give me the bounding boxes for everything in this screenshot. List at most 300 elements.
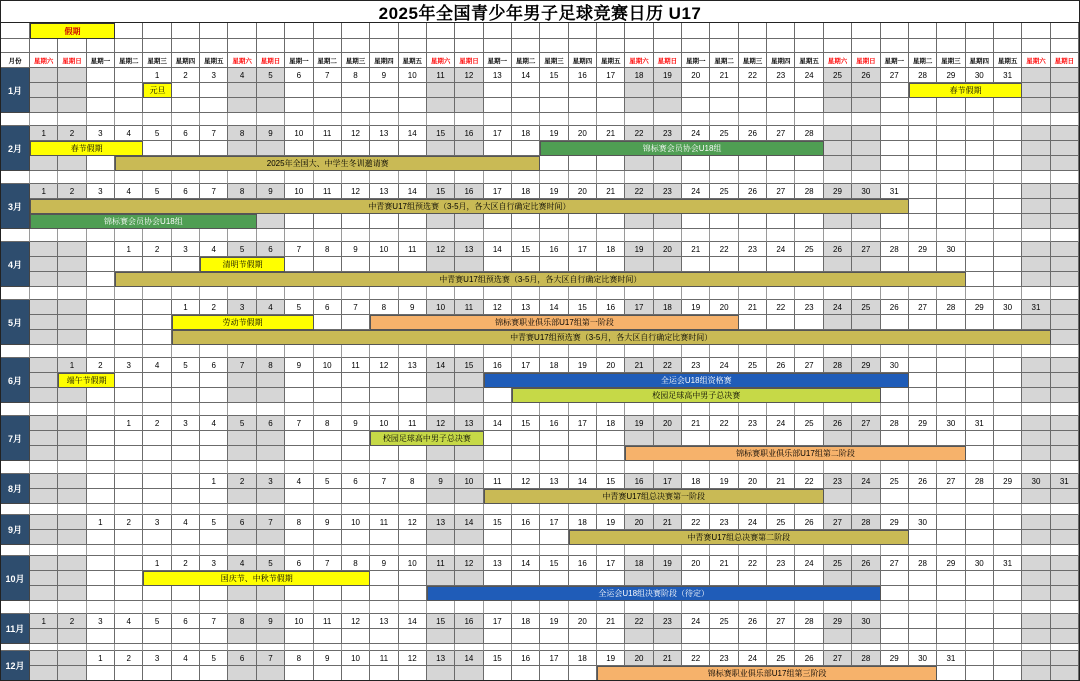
grid-cell xyxy=(342,461,370,474)
grid-cell xyxy=(87,113,115,126)
grid-cell xyxy=(484,83,512,98)
grid-cell xyxy=(994,431,1022,446)
grid-cell xyxy=(909,571,937,586)
grid-cell xyxy=(1022,431,1050,446)
grid-cell xyxy=(824,113,852,126)
day-cell: 10 xyxy=(427,300,455,315)
day-cell: 4 xyxy=(115,126,143,141)
grid-cell xyxy=(427,98,455,113)
day-cell: 17 xyxy=(597,68,625,83)
weekday-header: 星期四 xyxy=(966,53,994,68)
grid-cell xyxy=(1022,571,1050,586)
day-cell: 13 xyxy=(370,126,398,141)
grid-cell xyxy=(852,601,880,614)
day-cell: 28 xyxy=(795,126,823,141)
grid-cell xyxy=(399,83,427,98)
grid-cell xyxy=(710,98,738,113)
day-cell: 4 xyxy=(115,614,143,629)
weekday-header: 星期四 xyxy=(569,53,597,68)
grid-cell xyxy=(399,571,427,586)
grid-cell xyxy=(654,287,682,300)
grid-cell xyxy=(370,545,398,556)
day-cell: 21 xyxy=(597,126,625,141)
grid-cell xyxy=(966,461,994,474)
month-block xyxy=(1,184,1079,229)
grid-cell xyxy=(200,644,228,651)
grid-cell xyxy=(512,504,540,515)
day-cell: 2 xyxy=(58,614,86,629)
grid-cell xyxy=(455,171,483,184)
grid-cell xyxy=(200,388,228,403)
grid-cell xyxy=(285,446,313,461)
day-cell: 28 xyxy=(909,68,937,83)
grid-cell xyxy=(285,629,313,644)
weekday-header: 星期四 xyxy=(370,53,398,68)
grid-cell xyxy=(966,504,994,515)
grid-cell xyxy=(994,629,1022,644)
grid-cell xyxy=(427,83,455,98)
day-cell xyxy=(994,416,1022,431)
day-cell: 19 xyxy=(682,300,710,315)
grid-cell xyxy=(937,229,965,242)
grid-cell xyxy=(852,629,880,644)
grid-cell xyxy=(569,601,597,614)
grid-cell xyxy=(285,171,313,184)
grid-cell xyxy=(909,345,937,358)
grid-cell xyxy=(852,431,880,446)
day-cell xyxy=(966,358,994,373)
grid-cell xyxy=(654,504,682,515)
grid-cell xyxy=(540,345,568,358)
grid-cell xyxy=(909,199,937,214)
day-cell: 21 xyxy=(710,68,738,83)
day-cell: 14 xyxy=(512,556,540,571)
grid-cell xyxy=(1051,113,1079,126)
grid-cell xyxy=(824,504,852,515)
grid-cell xyxy=(909,504,937,515)
grid-cell xyxy=(257,403,285,416)
month-block xyxy=(1,358,1079,403)
day-cell xyxy=(58,242,86,257)
grid-cell xyxy=(881,571,909,586)
grid-cell xyxy=(625,461,653,474)
day-cell: 13 xyxy=(427,515,455,530)
day-cell: 3 xyxy=(228,300,256,315)
grid-cell xyxy=(767,571,795,586)
grid-cell xyxy=(370,345,398,358)
day-cell: 27 xyxy=(937,474,965,489)
grid-cell xyxy=(58,446,86,461)
grid-cell xyxy=(625,113,653,126)
weekday-header: 星期六 xyxy=(427,53,455,68)
grid-cell xyxy=(937,373,965,388)
grid-cell xyxy=(739,171,767,184)
day-cell xyxy=(994,614,1022,629)
day-cell: 22 xyxy=(795,474,823,489)
grid-cell xyxy=(767,287,795,300)
grid-cell xyxy=(739,644,767,651)
weekday-header: 星期日 xyxy=(654,53,682,68)
day-cell: 24 xyxy=(824,300,852,315)
grid-cell xyxy=(399,530,427,545)
grid-cell xyxy=(966,315,994,330)
grid-cell xyxy=(455,98,483,113)
grid-cell xyxy=(881,98,909,113)
day-cell xyxy=(87,416,115,431)
grid-cell xyxy=(795,461,823,474)
grid-cell xyxy=(342,113,370,126)
grid-cell xyxy=(682,403,710,416)
day-cell: 5 xyxy=(143,126,171,141)
day-cell: 31 xyxy=(881,184,909,199)
grid-cell xyxy=(58,272,86,287)
month-block xyxy=(1,614,1079,644)
day-cell: 13 xyxy=(484,556,512,571)
day-cell: 23 xyxy=(739,416,767,431)
day-cell: 10 xyxy=(370,242,398,257)
grid-cell xyxy=(1051,666,1079,681)
grid-cell xyxy=(795,315,823,330)
grid-cell xyxy=(285,545,313,556)
separator-row xyxy=(1,504,1079,515)
grid-cell xyxy=(314,530,342,545)
grid-cell xyxy=(909,601,937,614)
day-cell xyxy=(994,242,1022,257)
grid-cell xyxy=(228,345,256,358)
day-cell: 14 xyxy=(399,614,427,629)
grid-cell xyxy=(569,171,597,184)
grid-cell xyxy=(58,489,86,504)
day-cell: 11 xyxy=(314,614,342,629)
grid-cell xyxy=(1051,83,1079,98)
day-cell xyxy=(1051,68,1079,83)
grid-cell xyxy=(30,629,58,644)
event-bar: 春节假期 xyxy=(30,141,143,156)
day-cell: 25 xyxy=(795,242,823,257)
day-cell: 8 xyxy=(228,184,256,199)
grid-cell xyxy=(370,446,398,461)
grid-cell xyxy=(200,373,228,388)
grid-cell xyxy=(739,214,767,229)
grid-cell xyxy=(399,214,427,229)
day-cell: 23 xyxy=(795,300,823,315)
event-bar: 中青赛U17组预选赛（3-5月，各大区自行确定比赛时间） xyxy=(30,199,909,214)
grid-cell xyxy=(399,586,427,601)
grid-cell xyxy=(512,403,540,416)
day-cell: 8 xyxy=(314,416,342,431)
grid-cell xyxy=(994,644,1022,651)
month-col-cell xyxy=(1,23,30,39)
separator-row xyxy=(1,403,1079,416)
day-cell xyxy=(909,358,937,373)
day-cell: 18 xyxy=(625,556,653,571)
grid-cell xyxy=(427,141,455,156)
day-cell: 24 xyxy=(739,515,767,530)
grid-cell xyxy=(852,23,880,39)
day-cell: 10 xyxy=(285,184,313,199)
grid-cell xyxy=(1022,141,1050,156)
day-cell: 31 xyxy=(994,68,1022,83)
grid-cell xyxy=(427,287,455,300)
grid-cell xyxy=(824,171,852,184)
grid-cell xyxy=(342,39,370,53)
spacer-row xyxy=(1,39,1079,53)
grid-cell xyxy=(455,39,483,53)
day-cell: 20 xyxy=(654,416,682,431)
grid-cell xyxy=(484,287,512,300)
grid-cell xyxy=(1022,446,1050,461)
grid-cell xyxy=(1,504,30,515)
grid-cell xyxy=(115,83,143,98)
grid-cell xyxy=(1,601,30,614)
grid-cell xyxy=(937,257,965,272)
day-cell: 13 xyxy=(427,651,455,666)
grid-cell xyxy=(257,489,285,504)
grid-cell xyxy=(824,545,852,556)
grid-cell xyxy=(87,156,115,171)
weekday-header: 星期日 xyxy=(455,53,483,68)
grid-cell xyxy=(1022,287,1050,300)
grid-cell xyxy=(115,39,143,53)
grid-cell xyxy=(484,504,512,515)
grid-cell xyxy=(427,229,455,242)
day-cell: 19 xyxy=(597,515,625,530)
grid-cell xyxy=(200,489,228,504)
grid-cell xyxy=(370,113,398,126)
day-cell: 14 xyxy=(399,184,427,199)
day-cell: 21 xyxy=(654,515,682,530)
grid-cell xyxy=(484,141,512,156)
grid-cell xyxy=(881,403,909,416)
grid-cell xyxy=(370,287,398,300)
grid-cell xyxy=(1051,388,1079,403)
grid-cell xyxy=(852,315,880,330)
grid-cell xyxy=(342,403,370,416)
day-cell: 16 xyxy=(484,358,512,373)
day-cell: 21 xyxy=(654,651,682,666)
grid-cell xyxy=(710,83,738,98)
grid-cell xyxy=(115,601,143,614)
day-cell: 10 xyxy=(285,614,313,629)
grid-cell xyxy=(427,461,455,474)
grid-cell xyxy=(200,431,228,446)
weekday-header: 星期日 xyxy=(58,53,86,68)
day-cell: 1 xyxy=(87,515,115,530)
day-cell: 25 xyxy=(881,474,909,489)
grid-cell xyxy=(937,586,965,601)
grid-cell xyxy=(58,601,86,614)
grid-cell xyxy=(30,98,58,113)
day-cell: 8 xyxy=(370,300,398,315)
day-cell: 22 xyxy=(682,651,710,666)
day-cell: 24 xyxy=(710,358,738,373)
grid-cell xyxy=(994,229,1022,242)
grid-cell xyxy=(710,113,738,126)
grid-cell xyxy=(484,403,512,416)
grid-cell xyxy=(795,571,823,586)
grid-cell xyxy=(427,345,455,358)
grid-cell xyxy=(597,571,625,586)
separator-row xyxy=(1,644,1079,651)
grid-cell xyxy=(852,504,880,515)
grid-cell xyxy=(512,644,540,651)
grid-cell xyxy=(597,446,625,461)
grid-cell xyxy=(285,214,313,229)
grid-cell xyxy=(625,23,653,39)
day-cell: 25 xyxy=(739,358,767,373)
grid-cell xyxy=(1051,431,1079,446)
grid-cell xyxy=(172,545,200,556)
grid-cell xyxy=(314,39,342,53)
grid-cell xyxy=(625,229,653,242)
day-cell: 12 xyxy=(342,184,370,199)
grid-cell xyxy=(455,229,483,242)
grid-cell xyxy=(852,83,880,98)
grid-cell xyxy=(143,345,171,358)
grid-cell xyxy=(87,330,115,345)
day-cell: 15 xyxy=(455,358,483,373)
grid-cell xyxy=(881,113,909,126)
day-cell: 30 xyxy=(852,184,880,199)
weekday-header: 星期五 xyxy=(795,53,823,68)
separator-row xyxy=(1,229,1079,242)
day-cell xyxy=(1022,515,1050,530)
grid-cell xyxy=(314,83,342,98)
grid-cell xyxy=(852,644,880,651)
grid-cell xyxy=(710,601,738,614)
month-label: 12月 xyxy=(1,651,30,681)
grid-cell xyxy=(370,571,398,586)
day-cell: 13 xyxy=(455,416,483,431)
grid-cell xyxy=(909,644,937,651)
day-cell: 16 xyxy=(625,474,653,489)
grid-cell xyxy=(399,504,427,515)
day-cell: 20 xyxy=(625,651,653,666)
day-cell: 22 xyxy=(682,515,710,530)
day-cell xyxy=(852,126,880,141)
grid-cell xyxy=(824,644,852,651)
grid-cell xyxy=(767,601,795,614)
day-cell xyxy=(937,358,965,373)
grid-cell xyxy=(30,403,58,416)
grid-cell xyxy=(654,113,682,126)
grid-cell xyxy=(824,571,852,586)
grid-cell xyxy=(115,287,143,300)
grid-cell xyxy=(909,489,937,504)
grid-cell xyxy=(824,287,852,300)
day-cell: 7 xyxy=(342,300,370,315)
grid-cell xyxy=(257,446,285,461)
grid-cell xyxy=(399,287,427,300)
day-cell xyxy=(937,614,965,629)
day-cell xyxy=(881,614,909,629)
grid-cell xyxy=(314,666,342,681)
grid-cell xyxy=(966,141,994,156)
grid-cell xyxy=(455,345,483,358)
grid-cell xyxy=(994,39,1022,53)
grid-cell xyxy=(87,431,115,446)
grid-cell xyxy=(625,403,653,416)
grid-cell xyxy=(143,23,171,39)
grid-cell xyxy=(370,489,398,504)
grid-cell xyxy=(1051,461,1079,474)
day-cell: 11 xyxy=(342,358,370,373)
grid-cell xyxy=(314,644,342,651)
grid-cell xyxy=(200,23,228,39)
month-label: 4月 xyxy=(1,242,30,287)
grid-cell xyxy=(966,214,994,229)
grid-cell xyxy=(58,345,86,358)
grid-cell xyxy=(994,257,1022,272)
grid-cell xyxy=(569,431,597,446)
grid-cell xyxy=(370,39,398,53)
day-cell xyxy=(30,515,58,530)
grid-cell xyxy=(597,601,625,614)
day-cell xyxy=(1022,416,1050,431)
grid-cell xyxy=(370,98,398,113)
grid-cell xyxy=(58,571,86,586)
grid-cell xyxy=(852,403,880,416)
grid-cell xyxy=(852,39,880,53)
weekday-header: 星期四 xyxy=(767,53,795,68)
grid-cell xyxy=(115,388,143,403)
day-cell: 11 xyxy=(455,300,483,315)
grid-cell xyxy=(540,214,568,229)
grid-cell xyxy=(30,530,58,545)
grid-cell xyxy=(654,601,682,614)
day-cell: 22 xyxy=(625,184,653,199)
grid-cell xyxy=(1051,403,1079,416)
grid-cell xyxy=(881,39,909,53)
day-cell: 17 xyxy=(484,184,512,199)
day-cell: 9 xyxy=(257,126,285,141)
grid-cell xyxy=(455,214,483,229)
grid-cell xyxy=(540,23,568,39)
day-cell: 30 xyxy=(966,68,994,83)
grid-cell xyxy=(228,629,256,644)
grid-cell xyxy=(257,545,285,556)
grid-cell xyxy=(795,229,823,242)
grid-cell xyxy=(1,113,30,126)
day-cell: 5 xyxy=(314,474,342,489)
month-column-header: 月份 xyxy=(1,53,30,68)
day-cell: 15 xyxy=(484,515,512,530)
day-cell: 6 xyxy=(314,300,342,315)
grid-cell xyxy=(994,373,1022,388)
grid-cell xyxy=(143,403,171,416)
grid-cell xyxy=(540,530,568,545)
grid-cell xyxy=(370,530,398,545)
grid-cell xyxy=(569,23,597,39)
grid-cell xyxy=(58,545,86,556)
grid-cell xyxy=(1022,666,1050,681)
grid-cell xyxy=(228,23,256,39)
day-cell: 23 xyxy=(739,242,767,257)
grid-cell xyxy=(314,257,342,272)
grid-cell xyxy=(795,98,823,113)
event-bar: 锦标赛职业俱乐部U17组第一阶段 xyxy=(370,315,739,330)
day-cell: 19 xyxy=(625,242,653,257)
grid-cell xyxy=(115,403,143,416)
grid-cell xyxy=(710,431,738,446)
grid-cell xyxy=(909,98,937,113)
grid-cell xyxy=(370,171,398,184)
grid-cell xyxy=(512,23,540,39)
grid-cell xyxy=(654,545,682,556)
grid-cell xyxy=(455,403,483,416)
grid-cell xyxy=(767,257,795,272)
grid-cell xyxy=(1022,23,1050,39)
